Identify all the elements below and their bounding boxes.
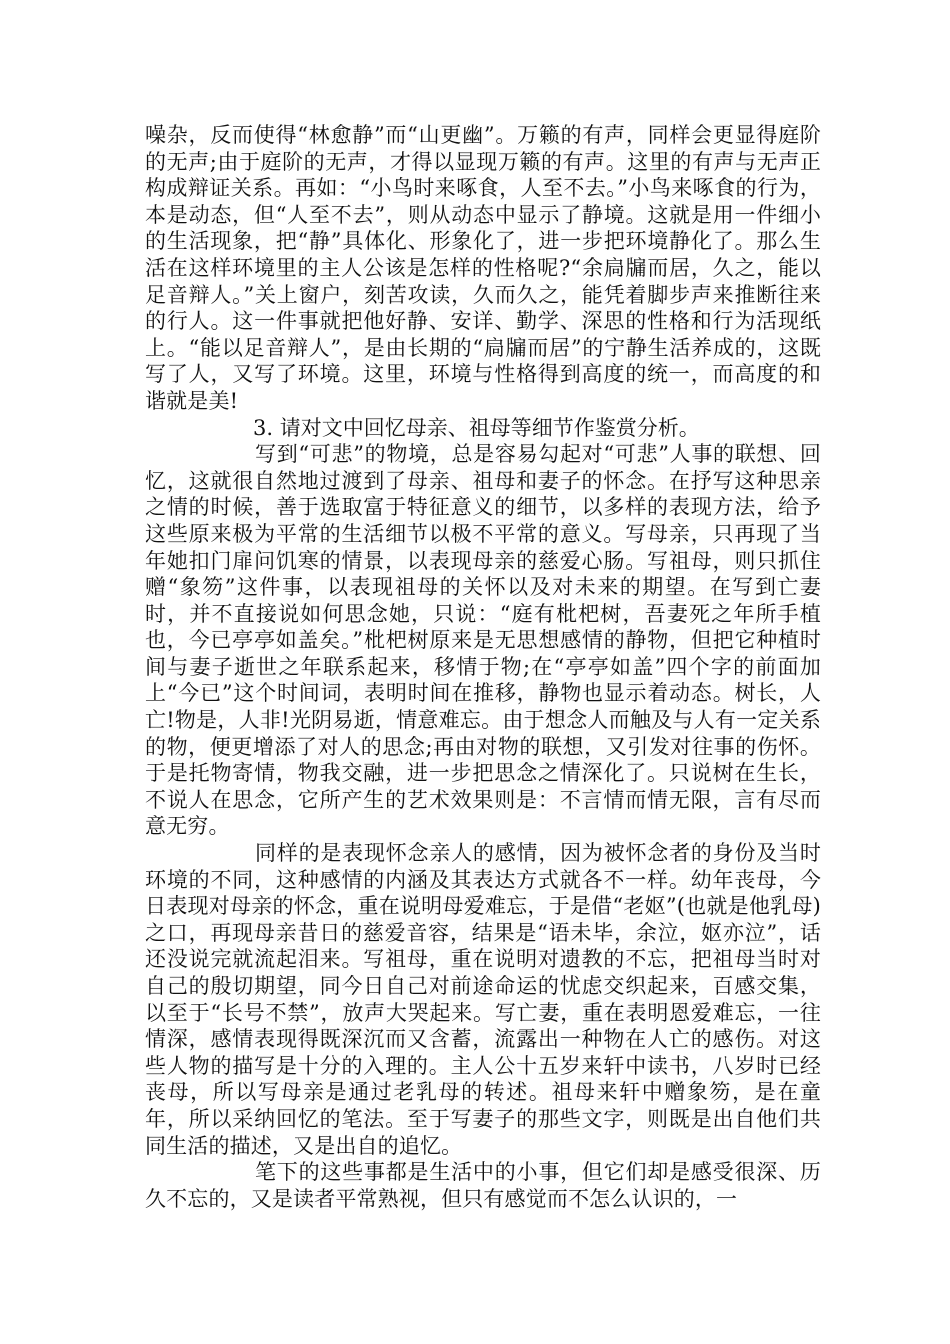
question-heading: 3. 请对文中回忆母亲、祖母等细节作鉴赏分析。	[253, 415, 700, 440]
paragraph-daily-events: 笔下的这些事都是生活中的小事，但它们却是感受很深、历久不忘的，又是读者平常熟视，但只有感觉而不怎么认识的，一	[145, 1160, 821, 1211]
paragraph-relatives: 同样的是表现怀念亲人的感情，因为被怀念者的身份及当时环境的不同，这种感情的内涵及其表达方式就各不一样。幼年丧母，今日表现对母亲的怀念，重在说明母爱难忘，于是借“老妪”(也就是他乳母)之口，再现母亲昔日的慈爱音容，结果是“语未毕，余泣，妪亦泣”，话还没说完就流起泪来。写祖母，重在说明对遗教的不忘，把祖母当时对自己的殷切期望，同今日自己对前途命运的忧虑交织起来，百感交集，以至于“长号不禁”，放声大哭起来。写亡妻，重在表明恩爱难忘，一往情深，感情表现得既深沉而又含蓄，流露出一种物在人亡的感伤。对这些人物的描写是十分的入理的。主人公十五岁来轩中读书，八岁时已经丧母，所以写母亲是通过老乳母的转述。祖母来轩中赠象笏，是在童年，所以采纳回忆的笔法。至于写妻子的那些文字，则既是出自他们共同生活的描述，又是出自的追忆。	[145, 841, 821, 1158]
paragraph-answer: 写到“可悲”的物境，总是容易勾起对“可悲”人事的联想、回忆，这就很自然地过渡到了母亲、祖母和妻子的怀念。在抒写这种思亲之情的时候，善于选取富于特征意义的细节，以多样的表现方法，给予这些原来极为平常的生活细节以极不平常的意义。写母亲，只再现了当年她扣门扉问饥寒的情景，以表现母亲的慈爱心肠。写祖母，则只抓住赠“象笏”这件事，以表现祖母的关怀以及对未来的期望。在写到亡妻时，并不直接说如何思念她，只说：“庭有枇杷树，吾妻死之年所手植也，今已亭亭如盖矣。”枇杷树原来是无思想感情的静物，但把它种植时间与妻子逝世之年联系起来，移情于物;在“亭亭如盖”四个字的前面加上“今已”这个时间词，表明时间在推移，静物也显示着动态。树长，人亡!物是，人非!光阴易逝，情意难忘。由于想念人而触及与人有一定关系的物，便更增添了对人的思念;再由对物的联想，又引发对往事的伤怀。于是托物寄情，物我交融，进一步把思念之情深化了。只说树在生长，不说人在思念，它所产生的艺术效果则是：不言情而情无限，言有尽而意无穷。	[145, 442, 821, 839]
paragraph-continuation: 噪杂，反而使得“林愈静”而“山更幽”。万籁的有声，同样会更显得庭阶的无声;由于庭阶的无声，才得以显现万籁的有声。这里的有声与无声正构成辩证关系。再如：“小鸟时来啄食，人至不去。”小鸟来啄食的行为，本是动态，但“人至不去”，则从动态中显示了静境。这就是用一件细小的生活现象，把“静”具体化、形象化了，进一步把环境静化了。那么生活在这样环境里的主人公该是怎样的性格呢?“余扃牖而居，久之，能以足音辩人。”关上窗户，刻苦攻读，久而久之，能凭着脚步声来推断往来的行人。这一件事就把他好静、安详、勤学、深思的性格和行为活现纸上。“能以足音辩人”，是由长期的“扃牖而居”的宁静生活养成的，这既写了人，又写了环境。这里，环境与性格得到高度的统一，而高度的和谐就是美!	[145, 123, 821, 413]
document-body	[145, 122, 821, 1212]
